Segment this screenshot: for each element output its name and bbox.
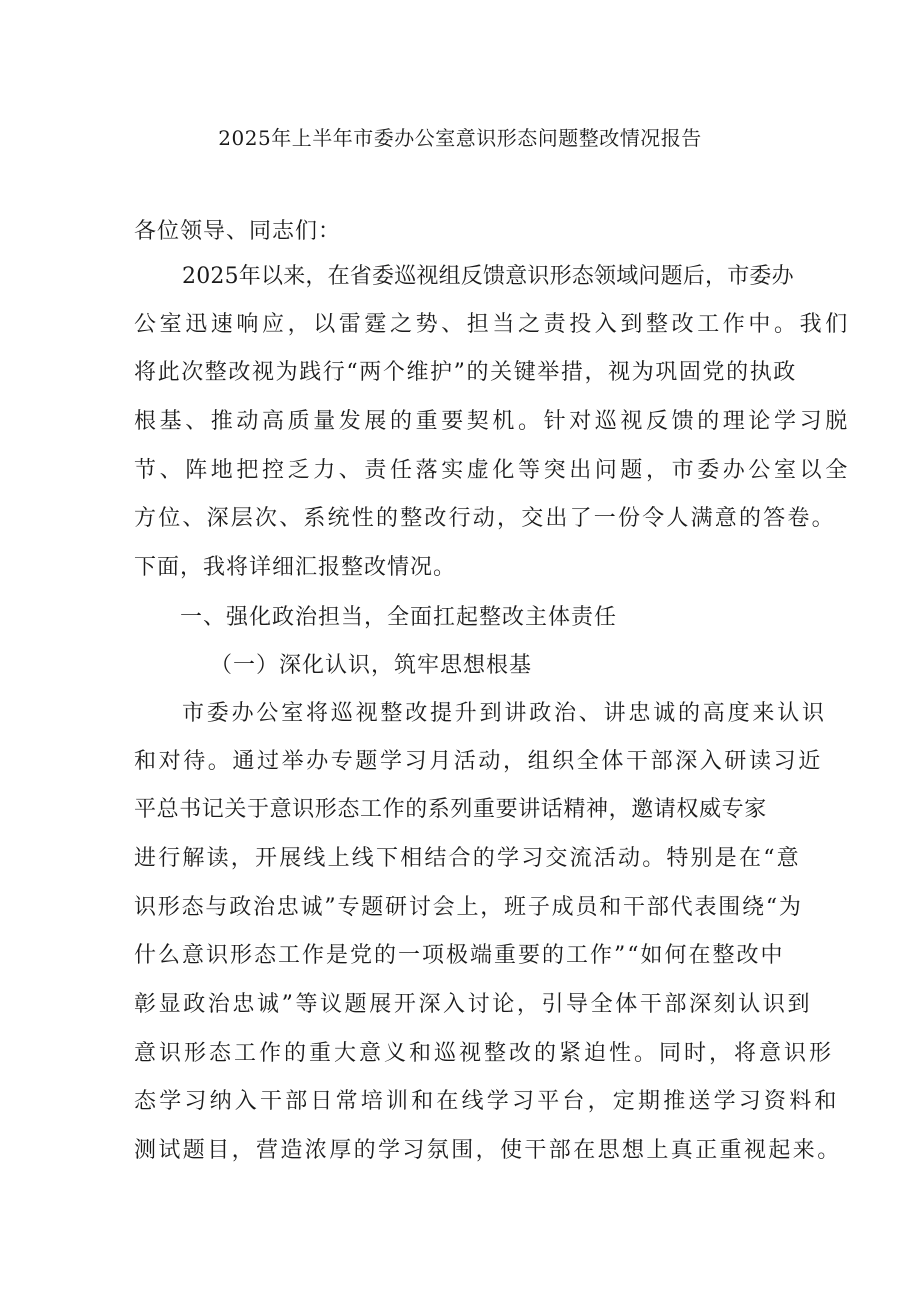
paragraph-line: 将此次整改视为践行“两个维护”的关键举措，视为巩固党的执政 bbox=[134, 360, 797, 385]
subsection-heading: （一）深化认识，筑牢思想根基 bbox=[210, 653, 533, 678]
paragraph-line: 市委办公室将巡视整改提升到讲政治、讲忠诚的高度来认识 bbox=[182, 701, 827, 726]
paragraph-line: 识形态与政治忠诚”专题研讨会上，班子成员和干部代表围绕“为 bbox=[134, 895, 803, 920]
paragraph-line: 意识形态工作的重大意义和巡视整改的紧迫性。同时，将意识形 bbox=[134, 1041, 835, 1066]
paragraph-line: 进行解读，开展线上线下相结合的学习交流活动。特别是在“意 bbox=[134, 846, 801, 871]
section-heading: 一、强化政治担当，全面扛起整改主体责任 bbox=[180, 605, 618, 630]
paragraph-line: 什么意识形态工作是党的一项极端重要的工作”“如何在整改中 bbox=[134, 943, 785, 968]
paragraph-line: 彰显政治忠诚”等议题展开深入讨论，引导全体干部深刻认识到 bbox=[134, 992, 813, 1017]
paragraph-line: 节、阵地把控乏力、责任落实虚化等突出问题，市委办公室以全 bbox=[134, 458, 851, 483]
paragraph-line: 态学习纳入干部日常培训和在线学习平台，定期推送学习资料和 bbox=[134, 1089, 840, 1114]
paragraph-line: 公室迅速响应，以雷霆之势、担当之责投入到整改工作中。我们 bbox=[134, 312, 851, 337]
paragraph-line: 2025年以来，在省委巡视组反馈意识形态领域问题后，市委办 bbox=[182, 264, 794, 289]
salutation: 各位领导、同志们： bbox=[134, 219, 342, 244]
paragraph-line: 平总书记关于意识形态工作的系列重要讲话精神，邀请权威专家 bbox=[134, 797, 767, 822]
paragraph-line: 下面，我将详细汇报整改情况。 bbox=[134, 555, 457, 580]
paragraph-line: 测试题目，营造浓厚的学习氛围，使干部在思想上真正重视起来。 bbox=[134, 1138, 842, 1163]
paragraph-line: 和对待。通过举办专题学习月活动，组织全体干部深入研读习近 bbox=[134, 749, 823, 774]
paragraph-line: 根基、推动高质量发展的重要契机。针对巡视反馈的理论学习脱 bbox=[134, 409, 851, 434]
document-title: 2025年上半年市委办公室意识形态问题整改情况报告 bbox=[218, 126, 702, 150]
paragraph-line: 方位、深层次、系统性的整改行动，交出了一份令人满意的答卷。 bbox=[134, 506, 836, 531]
